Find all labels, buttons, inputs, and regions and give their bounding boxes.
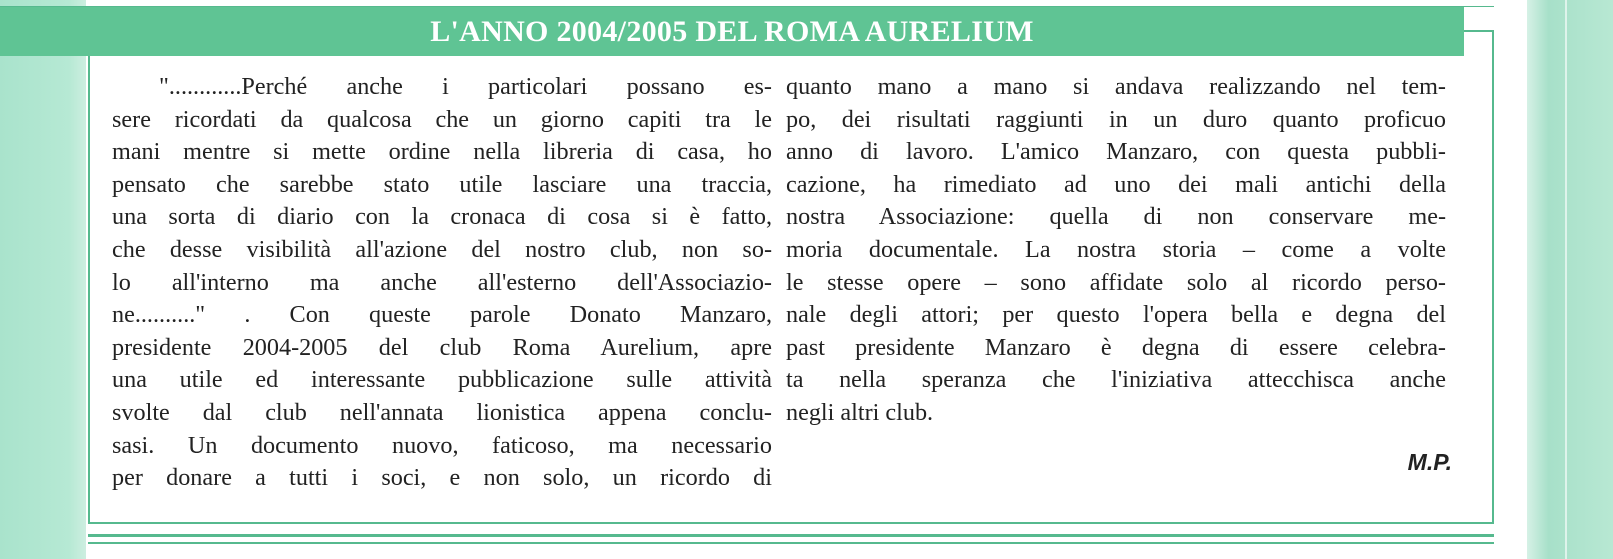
text-line: anno di lavoro. L'amico Manzaro, con questa pubbli- <box>786 138 1446 166</box>
header-tab-corner <box>1464 30 1494 56</box>
left-margin-strip <box>0 0 86 559</box>
article-column-right <box>786 71 1446 430</box>
text-line: sere ricordati da qualcosa che un giorno capiti tra le <box>112 105 772 133</box>
text-line: svolte dal club nell'annata lionistica appena conclu- <box>112 398 772 426</box>
text-line: moria documentale. La nostra storia – come a volte <box>786 235 1446 263</box>
text-line: lo all'interno ma anche all'esterno dell'Associazio- <box>112 268 772 296</box>
right-margin-strip <box>1527 0 1613 559</box>
text-line: sasi. Un documento nuovo, faticoso, ma necessario <box>112 431 772 459</box>
article-frame <box>88 56 1494 524</box>
text-line: pensato che sarebbe stato utile lasciare una traccia, <box>112 170 772 198</box>
text-line: nale degli attori; per questo l'opera bella e degna del <box>786 301 1446 329</box>
text-line: ne.........." . Con queste parole Donato Manzaro, <box>112 301 772 329</box>
text-line: una sorta di diario con la cronaca di cosa si è fatto, <box>112 203 772 231</box>
text-line: che desse visibilità all'azione del nostro club, non so- <box>112 235 772 263</box>
article-title: L'ANNO 2004/2005 DEL ROMA AURELIUM <box>430 14 1034 48</box>
text-line: mani mentre si mette ordine nella libreria di casa, ho <box>112 138 772 166</box>
text-line: una utile ed interessante pubblicazione sulle attività <box>112 366 772 394</box>
author-signature: M.P. <box>1407 449 1452 475</box>
text-line: quanto mano a mano si andava realizzando nel tem- <box>786 73 1446 100</box>
text-line: "............Perché anche i particolari possano es- <box>159 73 772 100</box>
bottom-rule <box>88 542 1494 544</box>
text-line: nostra Associazione: quella di non conservare me- <box>786 203 1446 231</box>
top-rule <box>0 0 1494 7</box>
text-line: past presidente Manzaro è degna di essere celebra- <box>786 333 1446 361</box>
bottom-rule <box>88 534 1494 537</box>
text-line: per donare a tutti i soci, e non solo, un ricordo di <box>112 464 772 492</box>
article-column-left <box>112 71 772 495</box>
text-line: presidente 2004-2005 del club Roma Aurelium, apre <box>112 333 772 361</box>
text-line: ta nella speranza che l'iniziativa attecchisca anche <box>786 366 1446 394</box>
text-line: cazione, ha rimediato ad uno dei mali antichi della <box>786 170 1446 198</box>
text-line: le stesse opere – sono affidate solo al ricordo perso- <box>786 268 1446 296</box>
text-line: po, dei risultati raggiunti in un duro quanto proficuo <box>786 105 1446 133</box>
header-band <box>0 7 1464 56</box>
text-line: negli altri club. <box>786 398 934 426</box>
